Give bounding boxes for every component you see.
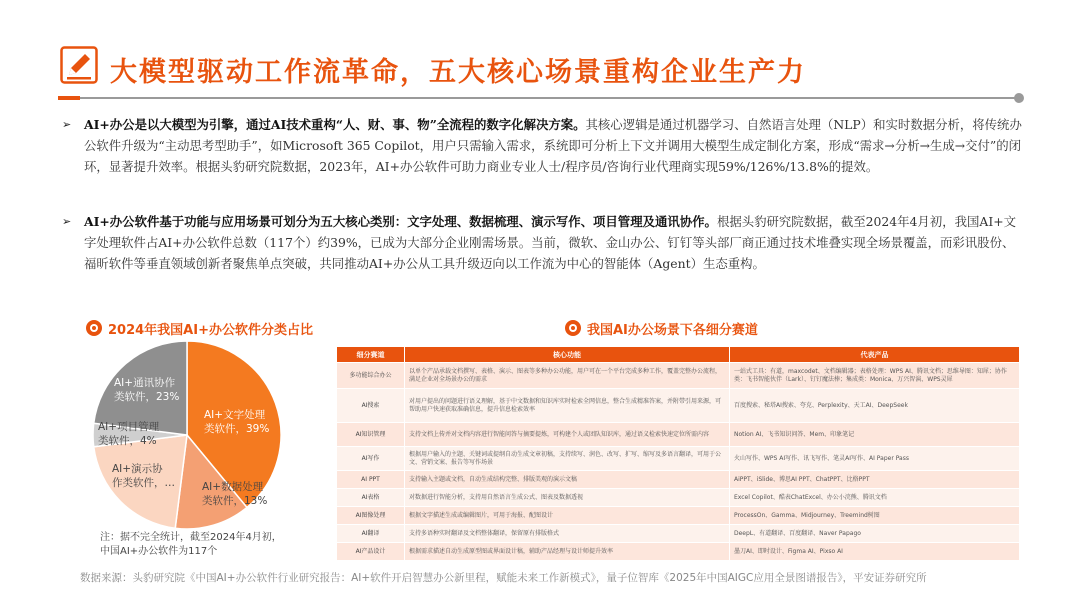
scenario-table — [336, 346, 1020, 561]
title-divider-dot — [1014, 93, 1024, 103]
table-row — [337, 471, 1020, 489]
table-cell-function: 对数据进行智能分析，支持用自然语言生成公式、图表及数据透视 — [405, 489, 730, 507]
bullet-arrow-icon: ➢ — [62, 215, 72, 228]
pie-label-shuju: AI+数据处理 类软件，13% — [202, 481, 268, 507]
table-cell-function: 以单个产品承载文档撰写、表格、演示、图表等多种办公功能，用户可在一个平台完成多种工作，覆盖完整办公流程，满足企业对全场景办公的需求 — [405, 363, 730, 389]
title-divider-accent — [58, 96, 80, 100]
paragraph-bold-lead: AI+办公是以大模型为引擎，通过AI技术重构“人、财、事、物”全流程的数字化解决方案。 — [84, 117, 586, 132]
table-row — [337, 543, 1020, 561]
table-cell-products: ProcessOn、Gamma、Midjourney、Treemind树图 — [730, 507, 1020, 525]
table-cell-function: 支持输入主题或文档，自动生成结构完整、排版美观的演示文稿 — [405, 471, 730, 489]
table-cell-products: Excel Copilot、酷表ChatExcel、办公小浣熊、腾讯文档 — [730, 489, 1020, 507]
table-cell-products: 墨刀AI、即时设计、Figma AI、Pixso AI — [730, 543, 1020, 561]
table-cell-category: AI图像处理 — [337, 507, 405, 525]
table-cell-products: 百度搜索、秘塔AI搜索、夸克、Perplexity、天工AI、DeepSeek — [730, 389, 1020, 423]
table-header-cell: 细分赛道 — [337, 347, 405, 363]
table-cell-category: AI PPT — [337, 471, 405, 489]
pie-label-yanshi: AI+演示协 作类软件，… — [112, 463, 175, 489]
table-row — [337, 489, 1020, 507]
table-header-cell: 代表产品 — [730, 347, 1020, 363]
paragraph-ai-office-categories — [62, 211, 1022, 274]
pie-chart — [92, 340, 282, 530]
table-row — [337, 447, 1020, 471]
table-row — [337, 363, 1020, 389]
pie-section-header — [86, 318, 313, 338]
table-cell-function: 支持文档上传并对文档内容进行智能问答与摘要提炼，可构建个人或团队知识库，通过语义检索快速定位所需内容 — [405, 423, 730, 447]
pie-label-xiangmu: AI+项目管理 类软件，4% — [98, 421, 160, 447]
table-cell-products: DeepL、有道翻译、百度翻译、Naver Papago — [730, 525, 1020, 543]
source-note: 数据来源：头豹研究院《中国AI+办公软件行业研究报告：AI+软件开启智慧办公新里程，赋能未来工作新模式》，量子位智库《2025年中国AIGC应用全景图谱报告》，平安证券研究所 — [80, 572, 927, 584]
table-section-title: 我国AI办公场景下各细分赛道 — [587, 322, 758, 338]
table-cell-category: 多功能综合办公 — [337, 363, 405, 389]
page-title: 大模型驱动工作流革命，五大核心场景重构企业生产力 — [110, 57, 806, 88]
table-cell-function: 根据用户输入的主题、关键词或提纲自动生成文章初稿，支持续写、润色、改写、扩写、缩写及多语言翻译，可用于公文、营销文案、报告等写作场景 — [405, 447, 730, 471]
table-row — [337, 423, 1020, 447]
paragraph-body: 根据头豹研究院数据，截至2024年4月初，我国AI+文字处理软件占AI+办公软件总数（117个）约39%，已成为大部分企业刚需场景。当前，微软、金山办公、钉钉等头部厂商正通过技术堆叠实现全场景覆盖，而彩讯股份、福昕软件等垂直领域创新者聚焦单点突破，共同推动AI+办公从工具升级迈向以工作流为中心的智能体（Agent）生态重构。 — [84, 214, 1017, 271]
target-icon — [86, 320, 102, 336]
table-section-header — [565, 318, 758, 338]
table-cell-function: 根据文字描述生成或编辑图片，可用于海报、配图设计 — [405, 507, 730, 525]
table-row — [337, 389, 1020, 423]
pie-note: 注：据不完全统计，截至2024年4月初， 中国AI+办公软件为117个 — [100, 532, 282, 557]
table-header-cell: 核心功能 — [405, 347, 730, 363]
table-row — [337, 507, 1020, 525]
pie-label-tongxun: AI+通讯协作 类软件，23% — [114, 377, 180, 403]
bullet-arrow-icon: ➢ — [62, 118, 72, 131]
table-header-row — [337, 347, 1020, 363]
table-cell-category: AI写作 — [337, 447, 405, 471]
title-divider — [58, 97, 1020, 99]
pie-label-wenzi: AI+文字处理 类软件，39% — [204, 409, 270, 435]
target-icon — [565, 320, 581, 336]
pie-section-title: 2024年我国AI+办公软件分类占比 — [108, 322, 313, 338]
table-cell-category: AI表格 — [337, 489, 405, 507]
edit-icon — [60, 46, 98, 84]
table-cell-function: 对用户提出的问题进行语义理解，基于中文数据和知识库实时检索全网信息，整合生成精准答案，并附带引用来源，可帮助用户快速获取准确信息，提升信息检索效率 — [405, 389, 730, 423]
table-cell-products: Notion AI、飞书知识问答、Mem、印象笔记 — [730, 423, 1020, 447]
table-cell-products: 一站式工具：有道，maxcodet、文档编辑器；表格处理：WPS AI、腾讯文档；思维导图：知犀；协作类：飞书智能伙伴（Lark）、钉钉魔法棒；集成类：Monica、万兴智演、WPS灵犀 — [730, 363, 1020, 389]
paragraph-bold-lead: AI+办公软件基于功能与应用场景可划分为五大核心类别：文字处理、数据梳理、演示写作、项目管理及通讯协作。 — [84, 214, 717, 229]
table-cell-category: AI知识管理 — [337, 423, 405, 447]
table-cell-category: AI搜索 — [337, 389, 405, 423]
table-cell-function: 支持多语种实时翻译及文档整体翻译，保留原有排版格式 — [405, 525, 730, 543]
table-cell-category: AI产品设计 — [337, 543, 405, 561]
table-row — [337, 525, 1020, 543]
table-cell-category: AI翻译 — [337, 525, 405, 543]
table-cell-products: 火山写作、WPS AI写作、讯飞写作、笔灵AI写作、AI Paper Pass — [730, 447, 1020, 471]
table-cell-products: AiPPT、iSlide、博思AI PPT、ChatPPT、比格PPT — [730, 471, 1020, 489]
paragraph-body: 其核心逻辑是通过机器学习、自然语言处理（NLP）和实时数据分析，将传统办公软件升级为“主动思考型助手”，如Microsoft 365 Copilot，用户只需输入需求，系统即可分析上下文并调用大模型生成定制化方案，形成“需求→分析→生成→交付”的闭环，显著提升效率。根据头豹研究院数据，2023年，AI+办公软件可助力商业专业人士/程序员/咨询行业代理商实现59%/126%/13.8%的提效。 — [84, 117, 1022, 174]
table-cell-function: 根据需求描述自动生成原型图或界面设计稿，辅助产品经理与设计师提升效率 — [405, 543, 730, 561]
paragraph-ai-office-definition — [62, 114, 1022, 177]
